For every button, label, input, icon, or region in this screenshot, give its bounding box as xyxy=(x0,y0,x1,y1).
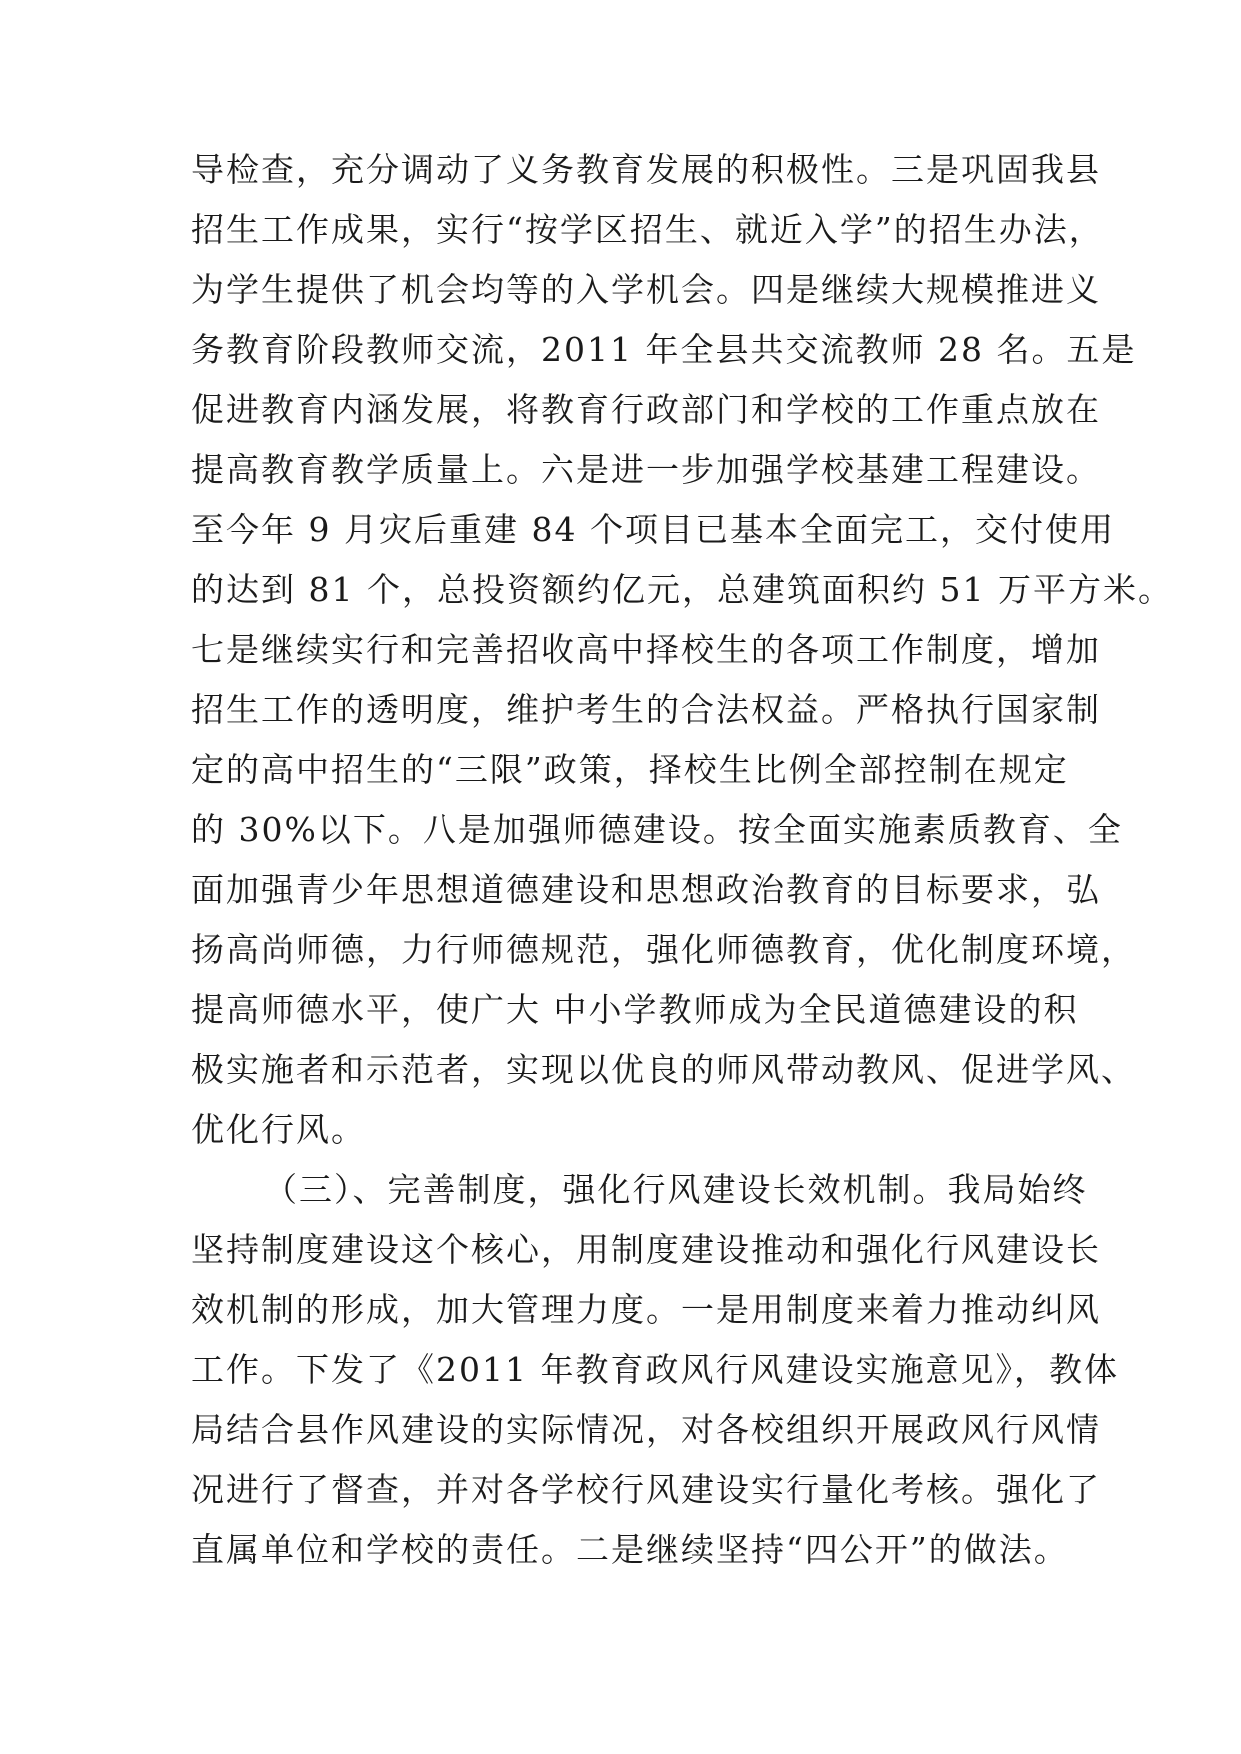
text-line: 招生工作成果，实行“按学区招生、就近入学”的招生办法， xyxy=(191,210,1104,249)
text-line: 提高教育教学质量上。六是进一步加强学校基建工程建设。 xyxy=(191,450,1101,489)
text-line: 坚持制度建设这个核心，用制度建设推动和强化行风建设长 xyxy=(191,1230,1101,1269)
text-line: 七是继续实行和完善招收高中择校生的各项工作制度，增加 xyxy=(191,630,1101,669)
text-line: 招生工作的透明度，维护考生的合法权益。严格执行国家制 xyxy=(191,690,1101,729)
text-line: 促进教育内涵发展，将教育行政部门和学校的工作重点放在 xyxy=(191,390,1101,429)
text-line: 务教育阶段教师交流，2011 年全县共交流教师 28 名。五是 xyxy=(191,330,1137,369)
section-heading-line: （三）、完善制度，强化行风建设长效机制。我局始终 xyxy=(264,1170,1088,1209)
text-line: 的达到 81 个，总投资额约亿元，总建筑面积约 51 万平方米。 xyxy=(191,570,1173,609)
text-line: 为学生提供了机会均等的入学机会。四是继续大规模推进义 xyxy=(191,270,1101,309)
text-line: 至今年 9 月灾后重建 84 个项目已基本全面完工，交付使用 xyxy=(191,510,1115,549)
text-line: 况进行了督查，并对各学校行风建设实行量化考核。强化了 xyxy=(191,1470,1101,1509)
text-line: 局结合县作风建设的实际情况，对各校组织开展政风行风情 xyxy=(191,1410,1101,1449)
text-line: 极实施者和示范者，实现以优良的师风带动教风、促进学风、 xyxy=(191,1050,1136,1089)
text-line: 提高师德水平，使广大 中小学教师成为全民道德建设的积 xyxy=(191,990,1079,1029)
text-line: 定的高中招生的“三限”政策，择校生比例全部控制在规定 xyxy=(191,750,1069,789)
text-line: 工作。下发了《2011 年教育政风行风建设实施意见》，教体 xyxy=(191,1350,1119,1389)
text-line: 直属单位和学校的责任。二是继续坚持“四公开”的做法。 xyxy=(191,1530,1069,1569)
text-line: 效机制的形成，加大管理力度。一是用制度来着力推动纠风 xyxy=(191,1290,1101,1329)
text-line: 优化行风。 xyxy=(191,1110,366,1149)
text-line: 扬高尚师德，力行师德规范，强化师德教育，优化制度环境， xyxy=(191,930,1136,969)
text-line: 面加强青少年思想道德建设和思想政治教育的目标要求，弘 xyxy=(191,870,1101,909)
text-line: 的 30%以下。八是加强师德建设。按全面实施素质教育、全 xyxy=(191,810,1123,849)
text-line: 导检查，充分调动了义务教育发展的积极性。三是巩固我县 xyxy=(191,150,1101,189)
